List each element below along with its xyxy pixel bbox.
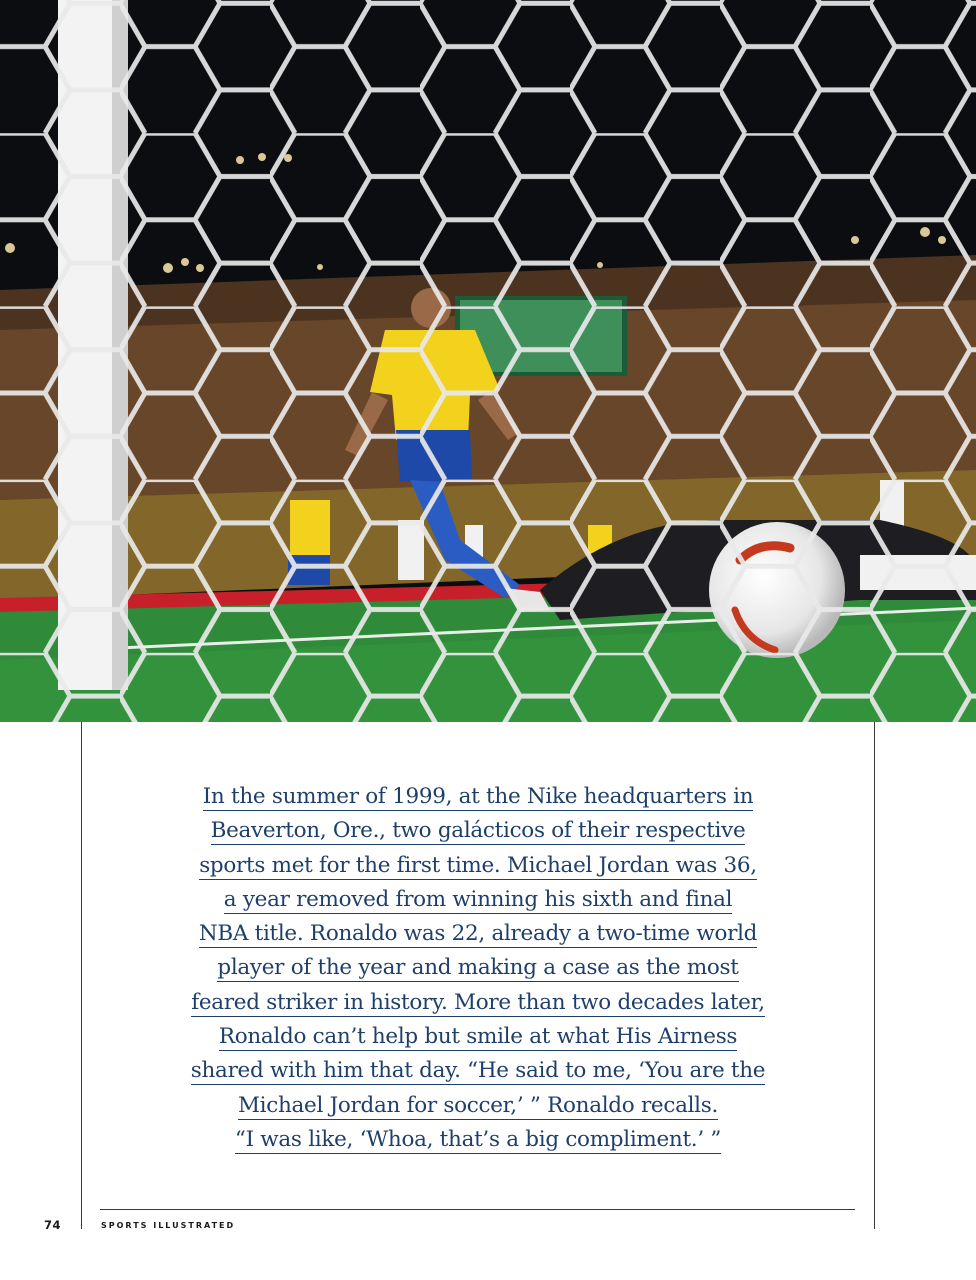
pull-quote-line: feared striker in history. More than two decades later, [191, 989, 765, 1015]
left-column-rule [81, 722, 82, 1229]
pull-quote-line: a year removed from winning his sixth and final [223, 886, 733, 912]
publication-name: SPORTS ILLUSTRATED [101, 1221, 236, 1230]
footer-rule [100, 1209, 855, 1210]
pull-quote-line: “I was like, ‘Whoa, that’s a big compliment.’ ” [234, 1126, 722, 1152]
pull-quote-line: NBA title. Ronaldo was 22, already a two-time world [198, 921, 758, 947]
pull-quote-line: sports met for the first time. Michael Jordan was 36, [199, 852, 757, 878]
pull-quote-line: Beaverton, Ore., two galácticos of their respective [210, 818, 746, 844]
pull-quote [120, 780, 836, 1157]
pull-quote-line: Michael Jordan for soccer,’ ” Ronaldo recalls. [237, 1092, 719, 1118]
page-number: 74 [44, 1218, 62, 1232]
pull-quote-line: Ronaldo can’t help but smile at what His Airness [218, 1024, 738, 1050]
pull-quote-line: player of the year and making a case as the most [217, 955, 739, 981]
right-column-rule [874, 722, 875, 1229]
pull-quote-line: In the summer of 1999, at the Nike headquarters in [202, 784, 754, 809]
pull-quote-line: shared with him that day. “He said to me, ‘You are the [190, 1058, 766, 1084]
